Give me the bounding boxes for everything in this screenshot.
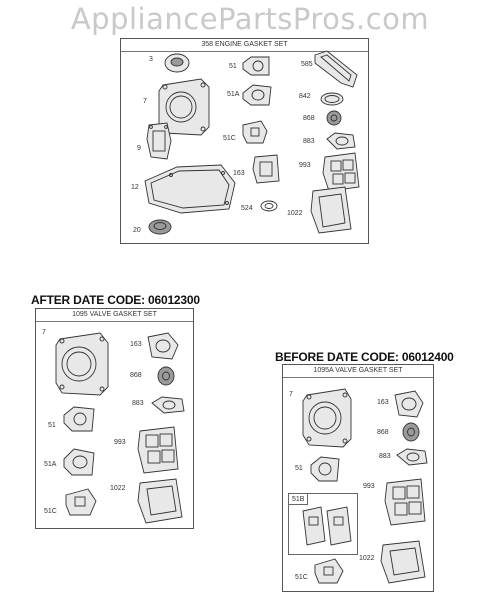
gasket-51a-drawing: [62, 447, 96, 477]
oil-seal-drawing: [163, 51, 191, 75]
seal-20-drawing: [147, 217, 173, 237]
gasket-51-drawing: [241, 55, 271, 77]
part-label-12: 12: [131, 184, 139, 191]
part-label-993: 993: [114, 439, 126, 446]
gasket-163-drawing: [393, 389, 425, 419]
part-label-883: 883: [132, 400, 144, 407]
after-date-code-heading: AFTER DATE CODE: 06012300: [31, 293, 200, 307]
gasket-1022-drawing: [309, 185, 353, 235]
valve-gasket-set-1095-panel: [35, 308, 194, 529]
crankcase-gasket-drawing: [141, 163, 239, 215]
part-label-51b: 51B: [292, 496, 305, 503]
part-label-3: 3: [149, 56, 153, 63]
valve-gasket-set-1095a-panel: [282, 364, 434, 592]
gasket-51c-drawing: [241, 119, 269, 145]
part-label-20: 20: [133, 227, 141, 234]
engine-gasket-set-panel: [120, 38, 369, 244]
before-date-code-heading: BEFORE DATE CODE: 06012400: [275, 350, 454, 364]
part-label-163: 163: [377, 399, 389, 406]
part-label-9: 9: [137, 145, 141, 152]
valve-gasket-set-1095-title: 1095 VALVE GASKET SET: [36, 309, 193, 322]
part-label-868: 868: [130, 372, 142, 379]
gasket-883-drawing: [395, 447, 429, 467]
gasket-163-drawing: [146, 331, 180, 361]
gasket-1022-drawing: [136, 477, 184, 525]
part-label-51c: 51C: [295, 574, 308, 581]
part-label-163: 163: [233, 170, 245, 177]
part-label-7: 7: [42, 329, 46, 336]
part-label-524: 524: [241, 205, 253, 212]
part-label-1022: 1022: [359, 555, 375, 562]
part-label-993: 993: [299, 162, 311, 169]
part-label-51c: 51C: [223, 135, 236, 142]
part-label-842: 842: [299, 93, 311, 100]
part-label-51a: 51A: [44, 461, 57, 468]
part-label-883: 883: [303, 138, 315, 145]
gasket-524-drawing: [259, 199, 279, 213]
part-label-163: 163: [130, 341, 142, 348]
part-label-51a: 51A: [227, 91, 240, 98]
part-label-1022: 1022: [287, 210, 303, 217]
gasket-993-drawing: [136, 425, 180, 475]
gasket-163-drawing: [251, 153, 281, 185]
part-label-585: 585: [301, 61, 313, 68]
seal-868-drawing: [401, 421, 421, 443]
part-label-51: 51: [229, 63, 237, 70]
valve-gasket-set-1095a-title: 1095A VALVE GASKET SET: [283, 365, 433, 378]
part-label-7: 7: [143, 98, 147, 105]
cylinder-head-gasket-drawing: [54, 331, 112, 397]
gasket-9-drawing: [145, 121, 173, 161]
gasket-51a-drawing: [241, 83, 273, 107]
part-label-51c: 51C: [44, 508, 57, 515]
engine-gasket-set-title: 358 ENGINE GASKET SET: [121, 39, 368, 52]
cylinder-head-gasket-drawing: [301, 387, 355, 449]
watermark: AppliancePartsPros.com: [70, 2, 430, 36]
part-label-868: 868: [303, 115, 315, 122]
seal-868-drawing: [156, 365, 176, 387]
gasket-883-drawing: [150, 395, 186, 415]
gasket-51-drawing: [62, 405, 96, 433]
gasket-993-drawing: [383, 477, 427, 527]
part-label-51: 51: [48, 422, 56, 429]
gasket-1022-drawing: [379, 539, 427, 585]
seal-868-drawing: [325, 109, 343, 127]
gasket-51c-drawing: [64, 487, 98, 517]
gasket-842-drawing: [319, 91, 345, 107]
part-label-883: 883: [379, 453, 391, 460]
part-label-868: 868: [377, 429, 389, 436]
part-label-1022: 1022: [110, 485, 126, 492]
gasket-51b-drawing: [301, 505, 353, 547]
part-label-51: 51: [295, 465, 303, 472]
part-label-7: 7: [289, 391, 293, 398]
gasket-883-drawing: [325, 131, 357, 151]
gasket-51c-drawing: [313, 557, 345, 585]
gasket-51-drawing: [309, 455, 341, 483]
gasket-585-drawing: [311, 49, 361, 89]
part-label-993: 993: [363, 483, 375, 490]
